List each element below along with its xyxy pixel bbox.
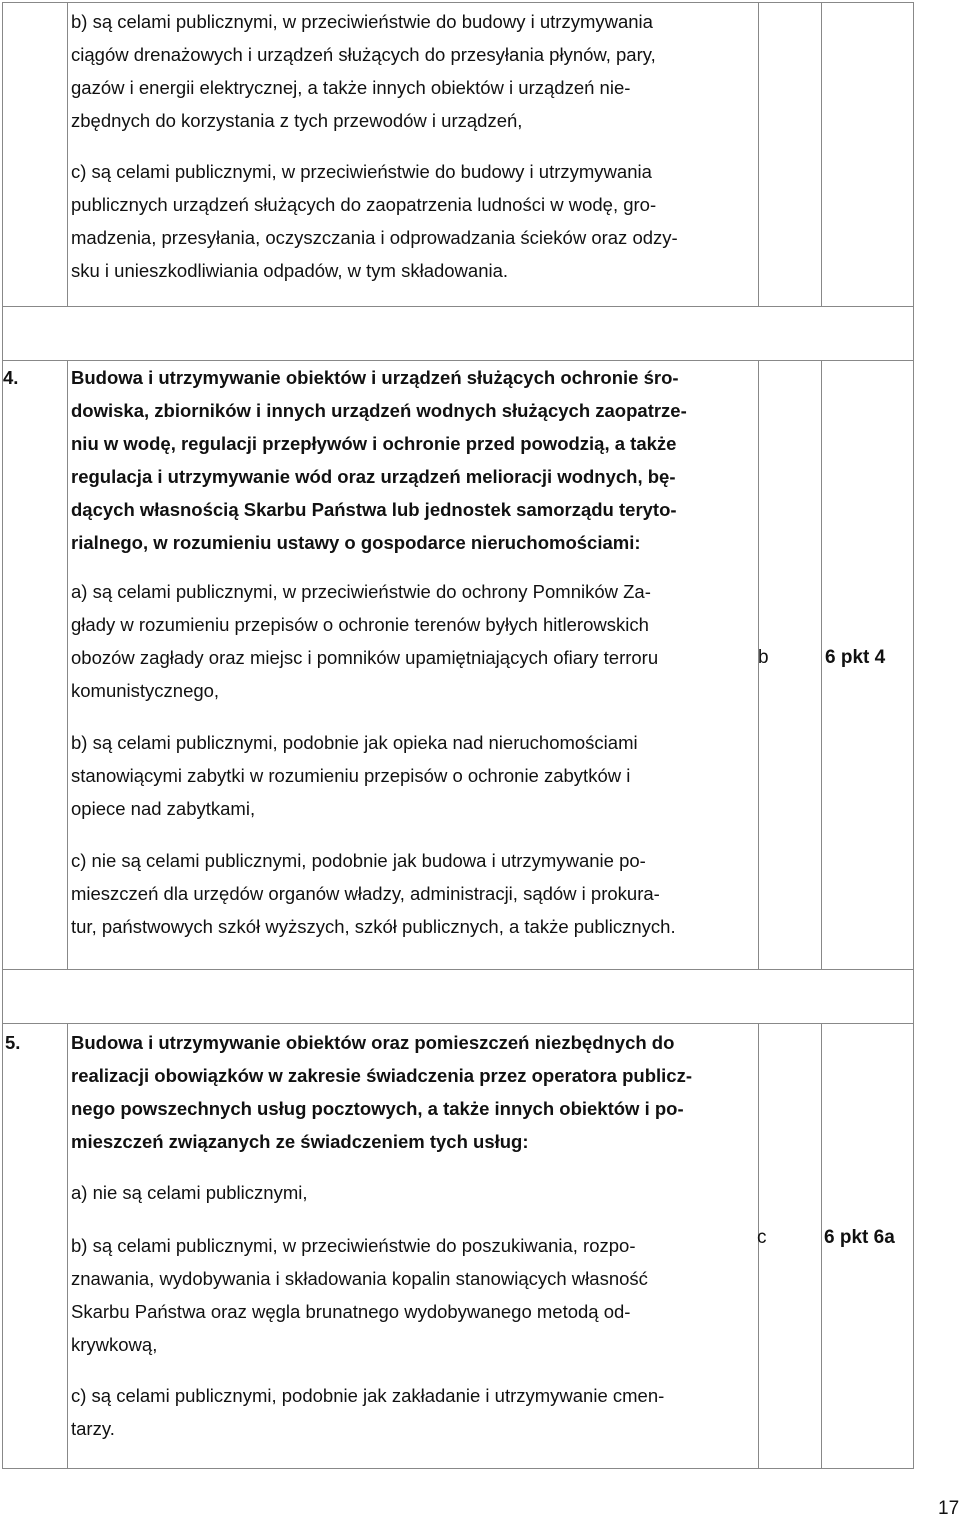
category-letter: b <box>758 647 769 668</box>
paragraph-a <box>71 575 763 707</box>
text-line: b) są celami publicznymi, podobnie jak opieka nad nieruchomościami <box>71 732 638 753</box>
letter-cell <box>759 3 822 306</box>
text-line: zbędnych do korzystania z tych przewodów i urządzeń, <box>71 110 523 131</box>
number-cell <box>3 3 68 306</box>
text-line: nego powszechnych usług pocztowych, a także innych obiektów i po- <box>71 1098 684 1119</box>
page-number: 17 <box>938 1498 960 1519</box>
text-cell <box>68 1024 759 1468</box>
paragraph-c <box>71 1379 763 1445</box>
paragraph-c <box>71 844 763 943</box>
text-line: mieszczeń związanych ze świadczeniem tych usług: <box>71 1131 529 1152</box>
table-row <box>2 1024 914 1469</box>
text-line: realizacji obowiązków w zakresie świadczenia przez operatora publicz- <box>71 1065 692 1086</box>
text-line: b) są celami publicznymi, w przeciwieństwie do poszukiwania, rozpo- <box>71 1235 636 1256</box>
text-line: dących własnością Skarbu Państwa lub jednostek samorządu teryto- <box>71 499 677 520</box>
row-number: 5. <box>5 1032 21 1053</box>
text-line: komunistycznego, <box>71 680 220 701</box>
text-line: dowiska, zbiorników i innych urządzeń wodnych służących zaopatrze- <box>71 400 687 421</box>
text-line: tarzy. <box>71 1418 115 1439</box>
text-line: obozów zagłady oraz miejsc i pomników upamiętniających ofiary terroru <box>71 647 659 668</box>
text-line: niu w wodę, regulacji przepływów i ochronie przed powodzią, a także <box>71 433 677 454</box>
text-cell <box>68 3 759 306</box>
reference-cell <box>822 3 913 306</box>
table-row <box>2 361 914 970</box>
text-line: a) nie są celami publicznymi, <box>71 1182 308 1203</box>
text-line: krywkową, <box>71 1334 158 1355</box>
text-line: gazów i energii elektrycznej, a także innych obiektów i urządzeń nie- <box>71 77 631 98</box>
text-line: stanowiącymi zabytki w rozumieniu przepisów o ochronie zabytków i <box>71 765 631 786</box>
text-line: madzenia, przesyłania, oczyszczania i odprowadzania ścieków oraz odzy- <box>71 227 678 248</box>
paragraph-b <box>71 1229 763 1361</box>
text-line: a) są celami publicznymi, w przeciwieństwie do ochrony Pomników Za- <box>71 581 651 602</box>
paragraph-c <box>71 155 763 287</box>
text-line: c) są celami publicznymi, w przeciwieństwie do budowy i utrzymywania <box>71 161 652 182</box>
text-line: sku i unieszkodliwiania odpadów, w tym składowania. <box>71 260 509 281</box>
reference-cell <box>822 1024 913 1468</box>
paragraph-a <box>71 1176 763 1209</box>
text-line: głady w rozumieniu przepisów o ochronie terenów byłych hitlerowskich <box>71 614 649 635</box>
table-row <box>2 2 914 307</box>
text-line: Budowa i utrzymywanie obiektów oraz pomieszczeń niezbędnych do <box>71 1032 675 1053</box>
regulation-table <box>2 2 914 1469</box>
text-line: tur, państwowych szkół wyższych, szkół publicznych, a także publicznych. <box>71 916 676 937</box>
category-letter: c <box>757 1227 767 1248</box>
text-line: Budowa i utrzymywanie obiektów i urządzeń służących ochronie śro- <box>71 367 679 388</box>
text-line: publicznych urządzeń służących do zaopatrzenia ludności w wodę, gro- <box>71 194 657 215</box>
text-line: b) są celami publicznymi, w przeciwieństwie do budowy i utrzymywania <box>71 11 653 32</box>
text-line: c) nie są celami publicznymi, podobnie jak budowa i utrzymywanie po- <box>71 850 646 871</box>
paragraph-b <box>71 726 763 825</box>
text-line: ciągów drenażowych i urządzeń służących do przesyłania płynów, pary, <box>71 44 656 65</box>
paragraph-b <box>71 5 763 137</box>
article-reference: 6 pkt 6a <box>824 1227 895 1248</box>
text-line: c) są celami publicznymi, podobnie jak zakładanie i utrzymywanie cmen- <box>71 1385 665 1406</box>
text-cell <box>68 361 759 969</box>
text-line: regulacja i utrzymywanie wód oraz urządzeń melioracji wodnych, bę- <box>71 466 676 487</box>
row-heading <box>71 361 763 559</box>
text-line: rialnego, w rozumieniu ustawy o gospodarce nieruchomościami: <box>71 532 641 553</box>
text-line: mieszczeń dla urzędów organów władzy, administracji, sądów i prokura- <box>71 883 660 904</box>
letter-cell <box>759 361 822 969</box>
text-line: opiece nad zabytkami, <box>71 798 256 819</box>
text-line: Skarbu Państwa oraz węgla brunatnego wydobywanego metodą od- <box>71 1301 631 1322</box>
reference-cell <box>822 361 913 969</box>
row-number: 4. <box>3 367 19 388</box>
text-line: znawania, wydobywania i składowania kopalin stanowiących własność <box>71 1268 648 1289</box>
spacer-row <box>2 307 914 361</box>
number-cell <box>3 361 68 969</box>
spacer-row <box>2 970 914 1024</box>
number-cell <box>3 1024 68 1468</box>
row-heading <box>71 1026 763 1158</box>
letter-cell <box>759 1024 822 1468</box>
article-reference: 6 pkt 4 <box>825 647 886 668</box>
